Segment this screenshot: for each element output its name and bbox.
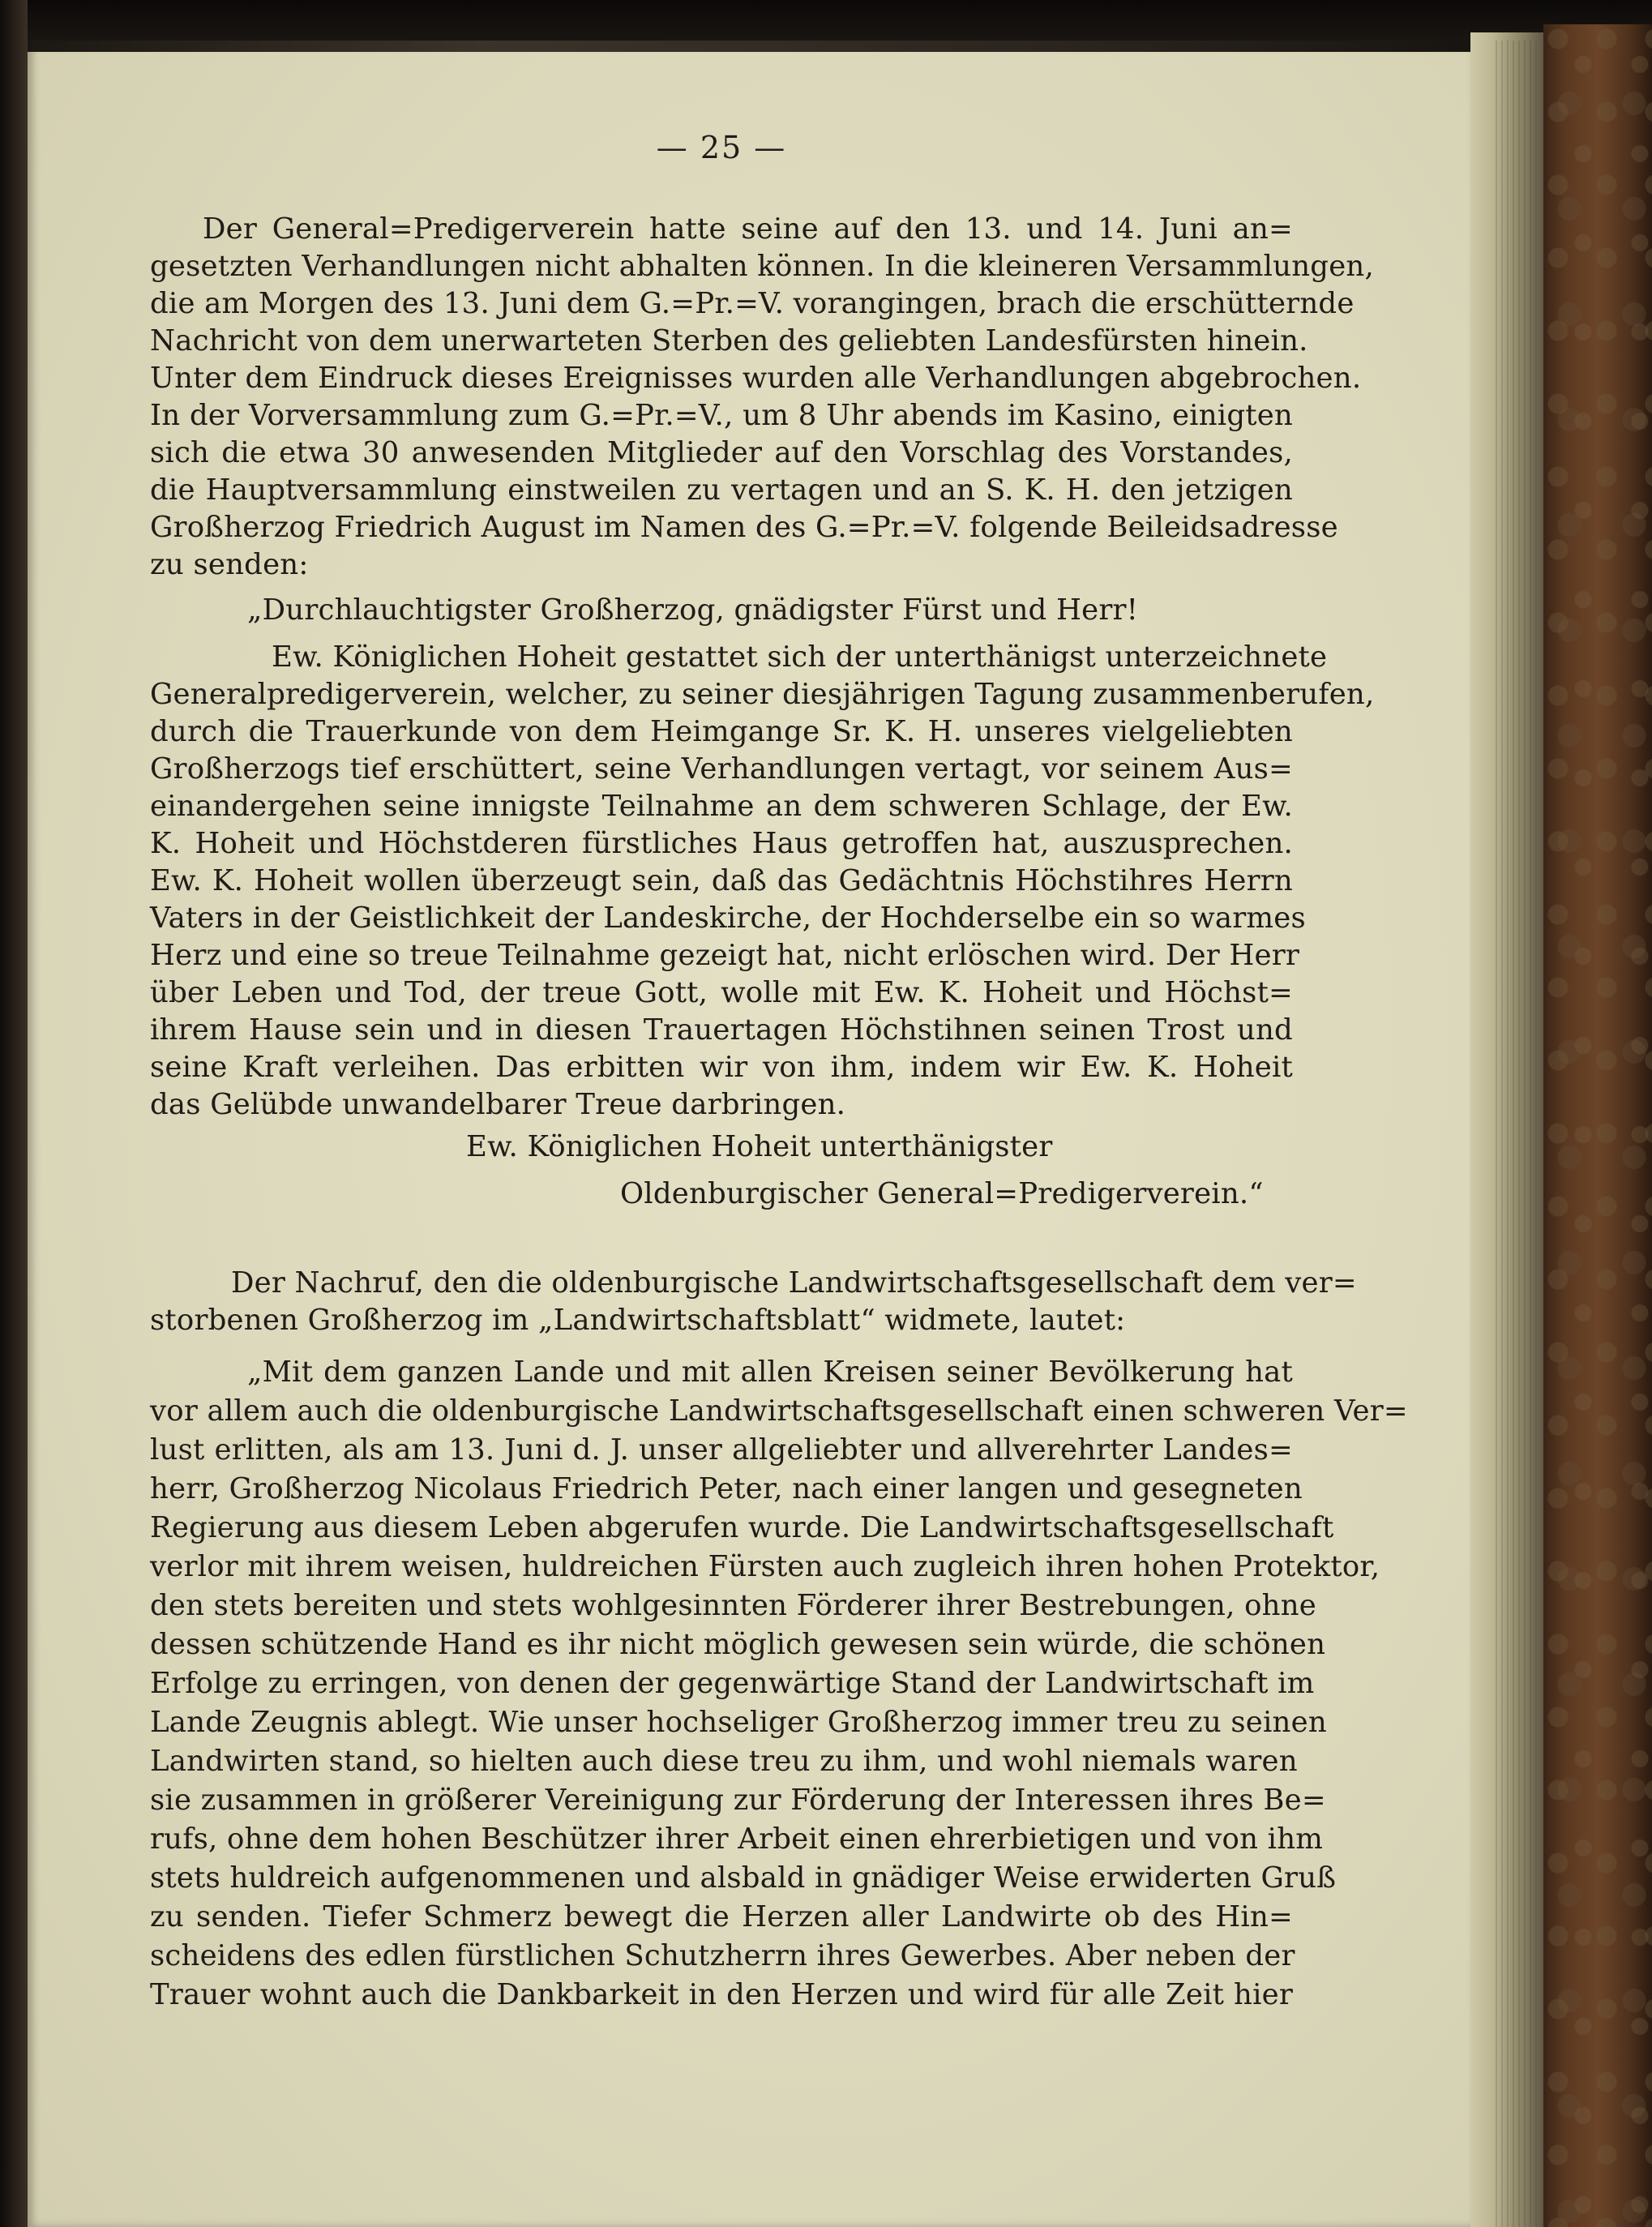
text-line: Trauer wohnt auch die Dankbarkeit in den Herzen und wird für alle Zeit hier bbox=[150, 1978, 1293, 2011]
text-line: zu senden. Tiefer Schmerz bewegt die Herzen aller Landwirte ob des Hin= bbox=[150, 1900, 1293, 1934]
text-line: lust erlitten, als am 13. Juni d. J. unser allgeliebter und allverehrter Landes= bbox=[150, 1433, 1293, 1467]
text-line: Großherzogs tief erschüttert, seine Verhandlungen vertagt, vor seinem Aus= bbox=[150, 752, 1293, 786]
book-edge-left bbox=[0, 0, 28, 2227]
signature-line-1: Ew. Königlichen Hoheit unterthänigster bbox=[466, 1130, 1053, 1163]
text-line: Der Nachruf, den die oldenburgische Landwirtschaftsgesellschaft dem ver= bbox=[231, 1266, 1357, 1300]
text-line: zu senden: bbox=[150, 548, 309, 581]
page-top-edge bbox=[28, 41, 1543, 52]
text-line: Lande Zeugnis ablegt. Wie unser hochseliger Großherzog immer treu zu seinen bbox=[150, 1706, 1327, 1739]
text-line: scheidens des edlen fürstlichen Schutzherrn ihres Gewerbes. Aber neben der bbox=[150, 1939, 1295, 1972]
cover-marbling bbox=[1543, 24, 1652, 2227]
text-line: dessen schützende Hand es ihr nicht möglich gewesen sein würde, die schönen bbox=[150, 1628, 1326, 1661]
text-line: die am Morgen des 13. Juni dem G.=Pr.=V. vorangingen, brach die erschütternde bbox=[150, 287, 1355, 320]
text-line: rufs, ohne dem hohen Beschützer ihrer Arbeit einen ehrerbietigen und von ihm bbox=[150, 1822, 1324, 1856]
text-line: herr, Großherzog Nicolaus Friedrich Peter, nach einer langen und gesegneten bbox=[150, 1472, 1303, 1505]
text-line: K. Hoheit und Höchstderen fürstliches Haus getroffen hat, auszusprechen. bbox=[150, 827, 1293, 860]
text-line: stets huldreich aufgenommenen und alsbald in gnädiger Weise erwiderten Gruß bbox=[150, 1861, 1337, 1895]
text-line: Großherzog Friedrich August im Namen des G.=Pr.=V. folgende Beileidsadresse bbox=[150, 511, 1338, 544]
text-line: vor allem auch die oldenburgische Landwirtschaftsgesellschaft einen schweren Ver= bbox=[150, 1394, 1408, 1428]
text-line: Erfolge zu erringen, von denen der gegenwärtige Stand der Landwirtschaft im bbox=[150, 1667, 1315, 1700]
text-line: durch die Trauerkunde von dem Heimgange Sr. K. H. unseres vielgeliebten bbox=[150, 715, 1293, 748]
text-line: einandergehen seine innigste Teilnahme an dem schweren Schlage, der Ew. bbox=[150, 790, 1293, 823]
signature-line-2: Oldenburgischer General=Predigerverein.“ bbox=[620, 1177, 1264, 1210]
text-line: Vaters in der Geistlichkeit der Landeskirche, der Hochderselbe ein so warmes bbox=[150, 902, 1306, 935]
text-line: Landwirten stand, so hielten auch diese treu zu ihm, und wohl niemals waren bbox=[150, 1745, 1298, 1778]
text-line: seine Kraft verleihen. Das erbitten wir von ihm, indem wir Ew. K. Hoheit bbox=[150, 1051, 1293, 1084]
text-line: In der Vorversammlung zum G.=Pr.=V., um 8 Uhr abends im Kasino, einigten bbox=[150, 399, 1293, 432]
text-line: Nachricht von dem unerwarteten Sterben des geliebten Landesfürsten hinein. bbox=[150, 324, 1308, 358]
address-salutation: „Durchlauchtigster Großherzog, gnädigster Fürst und Herr! bbox=[247, 593, 1139, 627]
text-line: Regierung aus diesem Leben abgerufen wurde. Die Landwirtschaftsgesellschaft bbox=[150, 1511, 1334, 1544]
text-line: sich die etwa 30 anwesenden Mitglieder auf den Vorschlag des Vorstandes, bbox=[150, 436, 1293, 469]
text-line: Ew. K. Hoheit wollen überzeugt sein, daß das Gedächtnis Höchstihres Herrn bbox=[150, 864, 1293, 897]
text-line: sie zusammen in größerer Vereinigung zur Förderung der Interessen ihres Be= bbox=[150, 1784, 1326, 1817]
text-line: verlor mit ihrem weisen, huldreichen Fürsten auch zugleich ihren hohen Protektor, bbox=[150, 1550, 1380, 1583]
text-line: storbenen Großherzog im „Landwirtschaftsblatt“ widmete, lautet: bbox=[150, 1304, 1126, 1337]
text-line: die Hauptversammlung einstweilen zu vertagen und an S. K. H. den jetzigen bbox=[150, 473, 1293, 507]
text-line: gesetzten Verhandlungen nicht abhalten können. In die kleineren Versammlungen, bbox=[150, 250, 1374, 283]
page-number: — 25 — bbox=[656, 130, 787, 165]
text-line: Der General=Predigerverein hatte seine auf den 13. und 14. Juni an= bbox=[203, 212, 1293, 246]
text-line: Unter dem Eindruck dieses Ereignisses wurden alle Verhandlungen abgebrochen. bbox=[150, 362, 1362, 395]
text-line: Herz und eine so treue Teilnahme gezeigt hat, nicht erlöschen wird. Der Herr bbox=[150, 939, 1300, 972]
text-line: „Mit dem ganzen Lande und mit allen Kreisen seiner Bevölkerung hat bbox=[247, 1355, 1293, 1389]
text-line: Ew. Königlichen Hoheit gestattet sich der unterthänigst unterzeichnete bbox=[272, 640, 1328, 674]
text-line: das Gelübde unwandelbarer Treue darbringen. bbox=[150, 1088, 846, 1121]
text-line: den stets bereiten und stets wohlgesinnten Förderer ihrer Bestrebungen, ohne bbox=[150, 1589, 1316, 1622]
text-line: Generalpredigerverein, welcher, zu seiner diesjährigen Tagung zusammenberufen, bbox=[150, 678, 1375, 711]
page-stack-edges bbox=[1492, 41, 1540, 2227]
text-line: über Leben und Tod, der treue Gott, wolle mit Ew. K. Hoheit und Höchst= bbox=[150, 976, 1293, 1009]
text-line: ihrem Hause sein und in diesen Trauertagen Höchstihnen seinen Trost und bbox=[150, 1013, 1293, 1047]
